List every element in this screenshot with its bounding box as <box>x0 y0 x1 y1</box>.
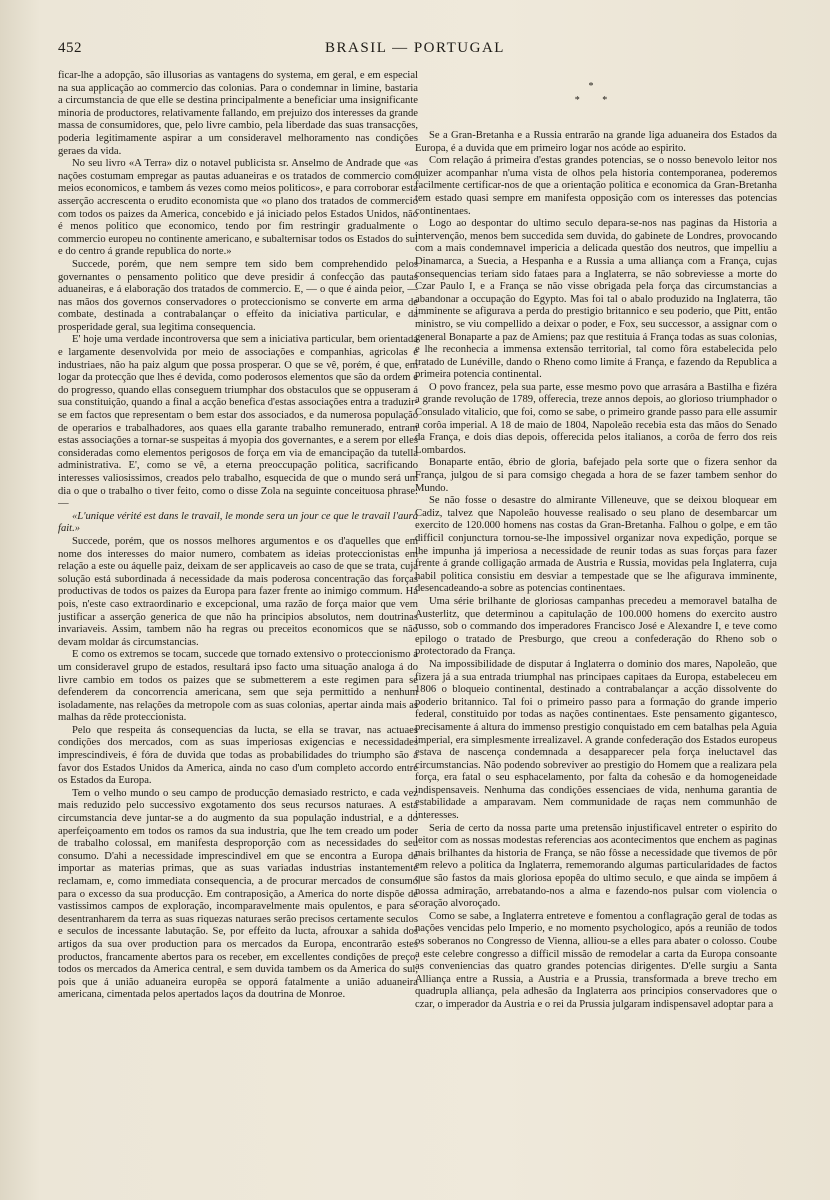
paragraph: Succede, porém, que nem sempre tem sido bem comprehendido pelos governantes o pensamento politico que deve presidir á confecção das pautas aduaneiras, e á elaboração dos tratados de commercio. E, — o que é ainda peior, — nas mãos dos governos conservadores o proteccionismo se converte em arma de combate, destinada a contrabalançar o effeito da iniciativa particular, e da prosperidade geral, sua legitima consequencia. <box>58 258 418 333</box>
running-title: BRASIL — PORTUGAL <box>325 40 505 56</box>
ornament-top: * <box>588 81 604 92</box>
paragraph: Se não fosse o desastre do almirante Villeneuve, que se deixou bloquear em Cadiz, talvez que Napoleão houvesse realisado o seu plano de desembarcar um exercito de 120.000 homens nas costas da Gran-Bretanha. Falhou o golpe, e em tão difficil conjunctura tornou-se-lhe impossivel organizar nova expedição, porque se lhe impunha já imperiosa a necessidade de reunir todas as suas forças para fazer frente á grande colligação armada de Austria e Russia, movidas pela Inglaterra, cuja habil politica consistiu em desviar a tempestade que se lhe afigurava imminente, desencadeando-a sobre as potencias continentaes. <box>415 495 777 595</box>
paragraph: Se a Gran-Bretanha e a Russia entrarão na grande liga aduaneira dos Estados da Europa, é a duvida que em primeiro logar nos acóde ao espirito. <box>415 130 777 154</box>
paragraph: Como se sabe, a Inglaterra entreteve e fomentou a conflagração geral de todas as nações vencidas pelo Imperio, e no momento psychologico, após a reunião de todos os soberanos no Congresso de Vienna, alliou-se a elles para abater o colosso. Coube a este celebre congresso a difficil missão de remodelar a carta da Europa consoante as conveniencias das quatro grandes potencias dirigentes. D'elle surgiu a Santa Alliança entre a Russia, a Austria e a Prussia, transformada a breve trecho em quadrupla alliança, pela adhesão da Inglaterra aos principios conservadores que o czar, o imperador da Austria e o rei da Prussia julgaram indispensavel adoptar para a <box>415 910 777 1010</box>
ornament-bottom: * * <box>574 95 618 106</box>
paragraph: O povo francez, pela sua parte, esse mesmo povo que arrasára a Bastilha e fizéra a grande revolução de 1789, offerecia, treze annos depois, ao glorioso triumphador o Consulado vitalicio, que foi, como se sabe, o primeiro grande passo para elle assumir a corôa imperial. A 18 de maio de 1804, Napoleão recebia esta das mãos do Senado da França, e dois dias depois, offerecida pelos italianos, a corôa de ferro dos reis Lombardos. <box>415 381 777 456</box>
right-column <box>415 70 777 1170</box>
paragraph: Na impossibilidade de disputar á Inglaterra o dominio dos mares, Napoleão, que fizera já a sua entrada triumphal nas principaes capitaes da Europa, estabeleceu em 1806 o bloqueio continental, destinado a contrabalançar a acção dissolvente do poderio britannico. Tal foi o primeiro passo para a formação do grande imperio federal, constituido por todas as nações continentaes. Este pensamento gigantesco, precisamente á altura do immenso prestigio conquistado em cem batalhas pela Aguia imperial, era simplesmente irrealizavel. A grande confederação dos Estados europeus estava de nascença condemnada a desapparecer pela força ineluctavel das circumstancias. Não podendo sobreviver ao prestigio do Homem que a realizara pela força, era fatal o seu esphacelamento, por falta da cohesão e da homogeneidade indispensaveis. Nenhuma das condições essenciaes de vida, nenhuma garantia de estabilidade a amparavam. Nem communidade de raças nem communhão de interesses. <box>415 658 777 822</box>
paragraph: Seria de certo da nossa parte uma pretensão injustificavel entreter o espirito do leitor com as nossas modestas referencias aos acontecimentos que enchem as paginas mais brilhantes da historia de França, se não fôsse a necessidade que tivemos de pôr em relevo a politica da Inglaterra, rememorando algumas particularidades de factos que são fastos da mais gloriosa epopêa do ultimo seculo, e que ainda se impõem á nossa admiração, arrebatando-nos a alma e fazendo-nos pulsar com violencia o coração alvoroçado. <box>415 822 777 910</box>
paragraph: E' hoje uma verdade incontroversa que sem a iniciativa particular, bem orientada e largamente desenvolvida por meio de associações e companhias, agricolas e industriaes, não ha paiz algum que possa prosperar. O que se vê, porém, é que, em logar da protecção que lhes é devida, como poderosos elementos que são da ordem e do progresso, quando ellas conseguem triumphar dos obstaculos que se oppuseram á sua constituição, quando a final a acção benefica d'estas associações entra a traduzir-se em factos que representam o bem estar dos associados, e da numerosa população de operarios e trabalhadores, aos quaes ella garante trabalho remunerado, entram estas associações a tornar-se suspeitas á myopia dos governantes, e a serem por elles consideradas como elementos perigosos de força em via de emancipação da tutella administrativa. E', como se vê, a eterna preoccupação politica, sacrificando interesses valiosissimos, creados pelo trabalho, esquecida de que o mundo será um dia o que o trabalho o tiver feito, como o disse Zola na seguinte conceituosa phrase: — <box>58 334 418 510</box>
paragraph: E como os extremos se tocam, succede que tornado extensivo o proteccionismo a um consideravel grupo de estados, resultará ipso facto uma situação analoga á do livre cambio em todos os paizes que se submetterem a este regimen para se defenderem da concorrencia americana, sem que seja permittido a nenhum isoladamente, nas relações da metropole com as suas colonias, apertar ainda mais as malhas da rêde proteccionista. <box>58 649 418 724</box>
paragraph: Tem o velho mundo o seu campo de producção demasiado restricto, e cada vez mais reduzido pelo successivo exgotamento dos seus recursos naturaes. A esta circumstancia deve juntar-se a do augmento da sua população industrial, e a do aperfeiçoamento em todos os ramos da sua industria, que lhe tem creado um poder de trabalho colossal, em manifesta desproporção com as necessidades do seu consumo. D'ahi a necessidade imprescindivel em que se encontra a Europa de importar as materias primas, que as suas variadas industrias instantemente reclamam, e, como immediata consequencia, a de procurar mercados de consumo para o excesso da sua producção. Em contraposição, a America do norte dispõe de vastissimos campos de exploração, incomparavelmente mais opulentos, e para se desentranharem da terra as suas riquezas naturaes serão precisos certamente seculos e seculos de incessante labutação. Se, por effeito da lucta, afrouxar a sahida dos artigos da sua over production para os mercados da Europa, encontrarão estes productos, francamente abertos para os receber, em excellentes condições de preço, todos os mercados da America central, e sem duvida tambem os da America do sul, pois que á união aduaneira europêa se opporá fatalmente a união aduaneira americana, cimentada pelos apertados laços da doutrina de Monroe. <box>58 787 418 1001</box>
paragraph: Bonaparte então, ébrio de gloria, bafejado pela sorte que o fizera senhor da França, julgou de si para comsigo chegada a hora de se fazer tambem senhor do Mundo. <box>415 457 777 494</box>
paragraph: No seu livro «A Terra» diz o notavel publicista sr. Anselmo de Andrade que «as nações costumam empregar as pautas aduaneiras e os tratados de commercio como meios economicos, e tambem ás vezes como meios politicos», e para corroborar esta asserção accrescenta o erudito economista que «o plano dos tratados de commercio com todos os paizes da America, concebido e já iniciado pelos Estados Unidos, não é menos politico que economico, tendo por fim restringir gradualmente o commercio europeu no continente americano, e subalternisar todos os Estados do sul e do centro á grande republica do norte.» <box>58 158 418 258</box>
quotation: «L'unique vérité est dans le travail, le monde sera un jour ce que le travail l'aura fait.» <box>58 510 418 535</box>
paragraph: Pelo que respeita ás consequencias da lucta, se ella se travar, nas actuaes condições dos mercados, com as suas imperiosas exigencias e necessidades imprescindiveis, é fóra de duvida que todas as probabilidades do triumpho são a favor dos Estados Unidos da America, ainda no caso d'um completo accordo entre os Estados da Europa. <box>58 724 418 787</box>
section-ornament <box>415 80 777 108</box>
page-header <box>58 38 772 60</box>
left-column <box>58 70 418 1170</box>
paragraph: ficar-lhe a adopção, são illusorias as vantagens do systema, em geral, e em especial na sua applicação ao commercio das colonias. Para o condemnar in limine, bastaria a circumstancia de que elle se destina principalmente a beneficiar uma insignificante minoria de productores, relativamente fallando, em prejuizo dos interesses da grande massa de consumidores, que, pelo livre cambio, pela liberdade das suas transacções, poderia legitimamente aspirar a um consideravel melhoramento nas condições geraes da vida. <box>58 70 418 157</box>
paragraph: Logo ao despontar do ultimo seculo depara-se-nos nas paginas da Historia a intervenção, menos bem succedida sem duvida, do gabinete de Londres, provocando com a mais condemnavel impericia a delicada questão dos neutros, que impelliu a Dinamarca, a Suecia, a Hespanha e a Russia a uma alliança com a França, cujas consequencias teriam sido fataes para a Inglaterra, se não sobreviesse a morte do Czar Paulo I, e a França se não visse obrigada pela força das circumstancias a abandonar a occupação do Egypto. Mas foi tal o abalo produzido na Inglaterra, tão imminente se afigurava a perda do prestigio britannico e seu poderio, que Pitt, então ministro, se viu compellido a deixar o poder, e Fox, seu successor, a assignar com o general Bonaparte a paz de Amiens; paz que restituia á França todas as suas colonias, e lhe reconhecia a immensa extensão territorial, tal como fôra estabelecida pelo tratado de Lunéville, dando o Rheno como limite á França, e fazendo da Republica a primeira potencia continental. <box>415 218 777 381</box>
paragraph: Com relação á primeira d'estas grandes potencias, se o nosso benevolo leitor nos quizer acompanhar n'uma vista de olhos pela historia contemporanea, poderemos facilmente certificar-nos de que a orientação politica e economica da Gran-Bretanha tem estado quasi sempre em manifesta opposição com os interesses das potencias continentaes. <box>415 155 777 217</box>
paragraph: Succede, porém, que os nossos melhores argumentos e os d'aquelles que em nome dos interesses do maior numero, combatem as ideias proteccionistas em relação a este ou áquelle paiz, deixam de ser applicaveis ao caso de que se trata, cuja solução está subordinada á necessidade da mais poderosa concentração das forças productivas de todos os paizes da Europa para fazer frente ao inimigo commum. Ha pois, n'este caso extraordinario e excepcional, uma razão de força maior que vem justificar a asserção generica de que não ha principios absolutos, nem doutrinas invariaveis. Assim, tambem não ha regras ou preceitos economicos que se não devam moldar ás circumstancias. <box>58 535 418 648</box>
paragraph: Uma série brilhante de gloriosas campanhas precedeu a memoravel batalha de Austerlitz, que determinou a capitulação de 100.000 homens do exercito austro russo, sob o commando dos imperadores Francisco José e Alexandre I, e teve como epilogo o tratado de Presburgo, que creou a confederação do Rheno sob o protectorado da França. <box>415 595 777 658</box>
page-number: 452 <box>58 40 82 56</box>
